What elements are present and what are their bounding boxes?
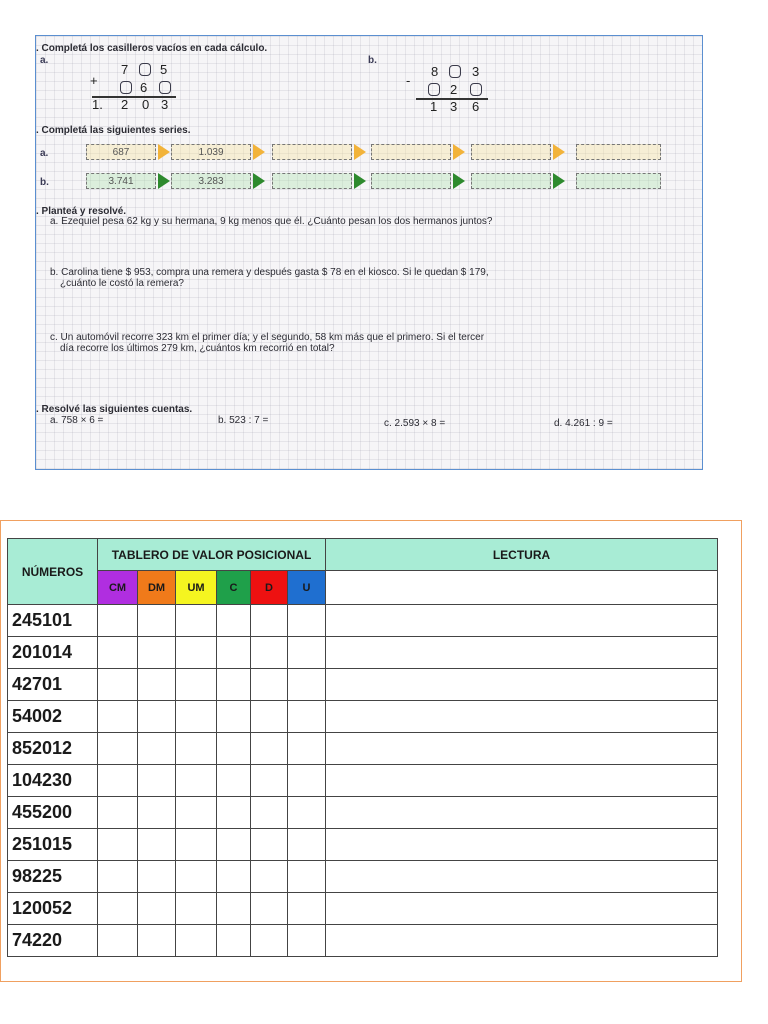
digit-cell[interactable] (251, 637, 288, 669)
digit-cell[interactable] (138, 637, 176, 669)
q2-label-a: a. (40, 148, 49, 159)
column-header-dm: DM (138, 571, 176, 605)
digit-cell[interactable] (176, 605, 217, 637)
q4-title: . Resolvé las siguientes cuentas. (36, 404, 193, 415)
table-row (8, 797, 718, 829)
digit-cell[interactable] (288, 733, 326, 765)
digit-cell[interactable] (176, 797, 217, 829)
digit-cell[interactable] (176, 925, 217, 957)
digit-cell[interactable] (288, 637, 326, 669)
q3-b-line2: ¿cuánto le costó la remera? (60, 278, 184, 289)
digit-cell[interactable] (217, 701, 251, 733)
digit-cell[interactable] (288, 669, 326, 701)
q3-a: a. Ezequiel pesa 62 kg y su hermana, 9 kg menos que él. ¿Cuánto pesan los dos hermanos juntos? (50, 216, 493, 227)
arrow-right-icon (354, 144, 366, 160)
q3-title: . Planteá y resolvé. (36, 206, 127, 217)
digit-cell[interactable] (288, 765, 326, 797)
lectura-cell[interactable] (326, 669, 718, 701)
digit: 2 (121, 97, 129, 112)
digit-cell[interactable] (176, 669, 217, 701)
plus-sign: + (90, 73, 98, 88)
q3-c-line1: c. Un automóvil recorre 323 km el primer día; y el segundo, 58 km más que el primero. Si el tercer (50, 332, 485, 343)
series-box: 687 (86, 144, 156, 160)
arrow-right-icon (453, 173, 465, 189)
digit-cell[interactable] (98, 893, 138, 925)
number-cell: 852012 (8, 733, 98, 765)
digit-cell[interactable] (176, 637, 217, 669)
q4-item-c: c. 2.593 × 8 = (384, 418, 446, 429)
lectura-cell[interactable] (326, 893, 718, 925)
digit-cell[interactable] (217, 733, 251, 765)
empty-box[interactable] (159, 81, 171, 94)
empty-box[interactable] (139, 63, 151, 76)
digit-cell[interactable] (251, 925, 288, 957)
digit: 3 (472, 64, 480, 79)
table-row (8, 637, 718, 669)
table-row (8, 765, 718, 797)
q1-label-a: a. (40, 55, 49, 66)
digit-cell[interactable] (98, 733, 138, 765)
digit-cell[interactable] (138, 861, 176, 893)
lectura-cell[interactable] (326, 605, 718, 637)
digit-cell[interactable] (176, 765, 217, 797)
digit-cell[interactable] (176, 733, 217, 765)
series-box[interactable] (272, 144, 352, 160)
arrow-right-icon (453, 144, 465, 160)
digit-cell[interactable] (217, 669, 251, 701)
digit-cell[interactable] (138, 701, 176, 733)
digit: 6 (140, 80, 148, 95)
digit-cell[interactable] (251, 669, 288, 701)
digit-cell[interactable] (98, 669, 138, 701)
digit-cell[interactable] (176, 829, 217, 861)
table-row (8, 893, 718, 925)
column-header-c: C (217, 571, 251, 605)
series-box[interactable] (371, 173, 451, 189)
digit-cell[interactable] (251, 797, 288, 829)
table-row (8, 669, 718, 701)
digit-cell[interactable] (138, 765, 176, 797)
series-box: 3.283 (171, 173, 251, 189)
lectura-cell[interactable] (326, 925, 718, 957)
digit-cell[interactable] (251, 605, 288, 637)
lectura-cell[interactable] (326, 765, 718, 797)
number-cell: 42701 (8, 669, 98, 701)
digit-cell[interactable] (217, 893, 251, 925)
arrow-right-icon (158, 173, 170, 189)
table-row (8, 701, 718, 733)
table-row (8, 861, 718, 893)
arrow-right-icon (158, 144, 170, 160)
digit-cell[interactable] (288, 893, 326, 925)
number-cell: 120052 (8, 893, 98, 925)
digit-cell[interactable] (217, 861, 251, 893)
digit-cell[interactable] (288, 605, 326, 637)
q3-b-line1: b. Carolina tiene $ 953, compra una remera y después gasta $ 78 en el kiosco. Si le quedan $ 179, (50, 267, 489, 278)
q4-item-d: d. 4.261 : 9 = (554, 418, 613, 429)
digit: 8 (431, 64, 439, 79)
digit-cell[interactable] (98, 765, 138, 797)
digit-cell[interactable] (288, 797, 326, 829)
digit: 3 (450, 99, 458, 114)
digit-cell[interactable] (176, 861, 217, 893)
digit-cell[interactable] (176, 701, 217, 733)
digit-cell[interactable] (138, 605, 176, 637)
digit: 1 (430, 99, 438, 114)
number-cell: 245101 (8, 605, 98, 637)
digit-cell[interactable] (217, 605, 251, 637)
digit-cell[interactable] (138, 669, 176, 701)
digit-cell[interactable] (288, 829, 326, 861)
empty-box[interactable] (120, 81, 132, 94)
digit-cell[interactable] (217, 797, 251, 829)
number-cell: 201014 (8, 637, 98, 669)
digit-cell[interactable] (251, 701, 288, 733)
table-row (8, 605, 718, 637)
number-cell: 98225 (8, 861, 98, 893)
number-cell: 251015 (8, 829, 98, 861)
q3-c-line2: día recorre los últimos 279 km, ¿cuántos km recorrió en total? (60, 343, 335, 354)
digit-cell[interactable] (98, 829, 138, 861)
digit-cell[interactable] (217, 765, 251, 797)
empty-box[interactable] (449, 65, 461, 78)
digit-cell[interactable] (251, 733, 288, 765)
arrow-right-icon (553, 173, 565, 189)
digit-cell[interactable] (217, 829, 251, 861)
series-box[interactable] (471, 173, 551, 189)
lectura-subheader-cell (326, 571, 718, 605)
digit-cell[interactable] (288, 925, 326, 957)
minus-sign: - (406, 73, 411, 88)
lectura-cell[interactable] (326, 797, 718, 829)
q1-label-b: b. (368, 55, 377, 66)
digit: 6 (472, 99, 480, 114)
q2-label-b: b. (40, 177, 49, 188)
digit-cell[interactable] (138, 829, 176, 861)
digit-cell[interactable] (251, 829, 288, 861)
digit: 7 (121, 62, 129, 77)
number-cell: 455200 (8, 797, 98, 829)
digit-cell[interactable] (217, 637, 251, 669)
column-header-um: UM (176, 571, 217, 605)
digit-cell[interactable] (217, 925, 251, 957)
worksheet-photo (35, 35, 703, 470)
digit-cell[interactable] (98, 797, 138, 829)
digit-cell[interactable] (98, 925, 138, 957)
digit-cell[interactable] (288, 861, 326, 893)
digit-cell[interactable] (138, 797, 176, 829)
q2-prompt: . Completá las siguientes series. (36, 125, 191, 136)
digit: 2 (450, 82, 458, 97)
digit-cell[interactable] (98, 605, 138, 637)
header-numeros: NÚMEROS (8, 539, 98, 605)
q4-item-b: b. 523 : 7 = (218, 415, 269, 426)
series-box: 1.039 (171, 144, 251, 160)
series-box[interactable] (272, 173, 352, 189)
arrow-right-icon (553, 144, 565, 160)
header-lectura: LECTURA (326, 539, 718, 571)
arrow-right-icon (253, 173, 265, 189)
digit: 0 (142, 97, 150, 112)
empty-box[interactable] (428, 83, 440, 96)
header-tablero: TABLERO DE VALOR POSICIONAL (98, 539, 326, 571)
column-header-d: D (251, 571, 288, 605)
series-box[interactable] (576, 173, 661, 189)
number-cell: 74220 (8, 925, 98, 957)
digit: 5 (160, 62, 168, 77)
lectura-cell[interactable] (326, 701, 718, 733)
table-row (8, 925, 718, 957)
series-box: 3.741 (86, 173, 156, 189)
table-row (8, 829, 718, 861)
digit-cell[interactable] (98, 637, 138, 669)
digit-cell[interactable] (251, 861, 288, 893)
number-cell: 104230 (8, 765, 98, 797)
arrow-right-icon (354, 173, 366, 189)
digit-cell[interactable] (251, 765, 288, 797)
arrow-right-icon (253, 144, 265, 160)
digit-cell[interactable] (138, 925, 176, 957)
digit-cell[interactable] (288, 701, 326, 733)
column-header-u: U (288, 571, 326, 605)
lectura-cell[interactable] (326, 861, 718, 893)
digit-cell[interactable] (176, 893, 217, 925)
digit: 1. (92, 97, 103, 112)
number-cell: 54002 (8, 701, 98, 733)
lectura-cell[interactable] (326, 733, 718, 765)
digit-cell[interactable] (251, 893, 288, 925)
series-box[interactable] (371, 144, 451, 160)
column-header-cm: CM (98, 571, 138, 605)
empty-box[interactable] (470, 83, 482, 96)
digit-cell[interactable] (98, 861, 138, 893)
digit-cell[interactable] (138, 733, 176, 765)
lectura-cell[interactable] (326, 637, 718, 669)
series-box[interactable] (576, 144, 661, 160)
q4-item-a: a. 758 × 6 = (50, 415, 104, 426)
q1-prompt: . Completá los casilleros vacíos en cada cálculo. (36, 43, 268, 54)
series-box[interactable] (471, 144, 551, 160)
table-row (8, 733, 718, 765)
lectura-cell[interactable] (326, 829, 718, 861)
place-value-table (7, 538, 718, 957)
digit-cell[interactable] (138, 893, 176, 925)
digit: 3 (161, 97, 169, 112)
digit-cell[interactable] (98, 701, 138, 733)
